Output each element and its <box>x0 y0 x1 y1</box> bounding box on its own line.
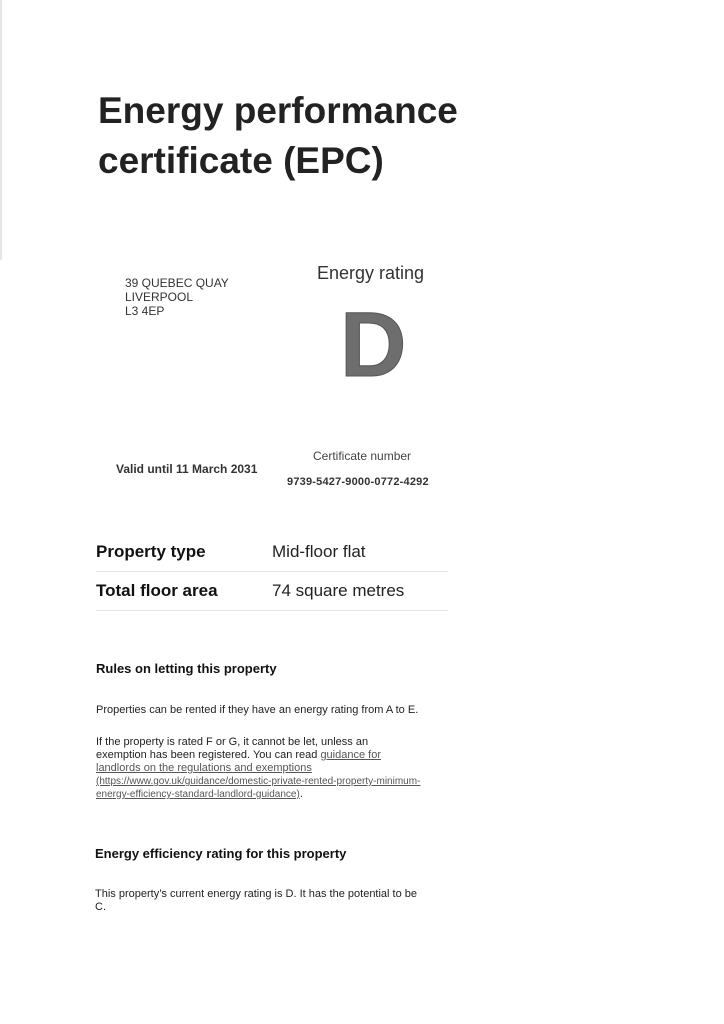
efficiency-paragraph-line2: C. <box>95 901 106 913</box>
address-line2: LIVERPOOL <box>125 290 194 304</box>
summary-row-floor-area <box>96 572 448 611</box>
paragraph2-line2-text: exemption has been registered. You can read <box>96 749 321 761</box>
page-title <box>98 86 458 186</box>
paragraph2-line4 <box>96 775 420 788</box>
energy-rating-label: Energy rating <box>317 263 425 283</box>
page-edge <box>0 0 2 260</box>
efficiency-heading: Energy efficiency rating for this property <box>95 846 347 861</box>
address-line1: 39 QUEBEC QUAY <box>125 276 229 290</box>
guidance-link-part1[interactable]: guidance for <box>320 749 381 761</box>
certificate-number-label: Certificate number <box>313 449 412 463</box>
guidance-link-part2[interactable]: landlords on the regulations and exemptions <box>96 762 312 774</box>
floor-area-label: Total floor area <box>96 581 218 600</box>
paragraph2-line5 <box>96 788 420 801</box>
property-address <box>125 276 229 318</box>
energy-rating-letter: D <box>340 294 407 396</box>
efficiency-paragraph-line1: This property’s current energy rating is D. It has the potential to be <box>95 888 418 900</box>
paragraph2-line2 <box>96 749 420 762</box>
letting-rules-paragraph1: Properties can be rented if they have an energy rating from A to E. <box>96 704 419 716</box>
paragraph2-line1: If the property is rated F or G, it cannot be let, unless an <box>96 736 369 748</box>
efficiency-paragraph <box>95 888 417 914</box>
property-type-value: Mid-floor flat <box>272 542 366 561</box>
summary-row-property-type <box>96 533 448 572</box>
property-type-label: Property type <box>96 542 206 561</box>
address-line3: L3 4EP <box>125 304 165 318</box>
paragraph2-end: . <box>299 788 303 800</box>
property-summary <box>96 533 448 611</box>
valid-until: Valid until 11 March 2031 <box>116 462 258 476</box>
letting-rules-paragraph2 <box>96 736 420 801</box>
certificate-number: 9739-5427-9000-0772-4292 <box>287 476 429 488</box>
page-title-line1: Energy performance <box>98 90 458 131</box>
page-title-line2: certificate (EPC) <box>98 140 384 181</box>
guidance-url-part2[interactable]: energy-efficiency-standard-landlord-guidance) <box>96 789 300 800</box>
guidance-url-part1[interactable]: (https://www.gov.uk/guidance/domestic-private-rented-property-minimum- <box>96 776 421 787</box>
floor-area-value: 74 square metres <box>272 581 405 600</box>
paragraph2-line3 <box>96 762 420 775</box>
letting-rules-heading: Rules on letting this property <box>96 661 277 676</box>
